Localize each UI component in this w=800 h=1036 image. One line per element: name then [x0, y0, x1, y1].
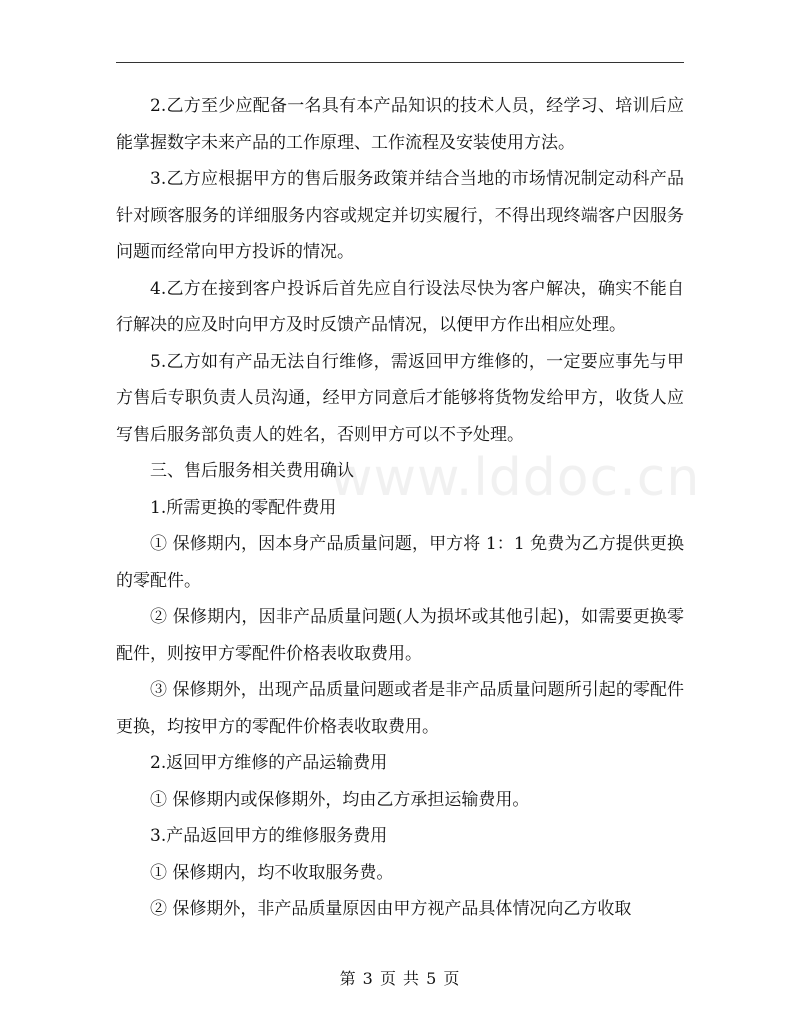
subheading-service-fees: 3.产品返回甲方的维修服务费用 — [150, 826, 388, 846]
paragraph-3: 3.乙方应根据甲方的售后服务政策并结合当地的市场情况制定动科产品针对顾客服务的详细服务内容或规定并切实履行，不得出现终端客户因服务问题而经常向甲方投诉的情况。 — [116, 169, 684, 262]
item-service-in-warranty: ① 保修期内，均不收取服务费。 — [150, 862, 394, 883]
paragraph-5: 5.乙方如有产品无法自行维修，需返回甲方维修的，一定要应事先与甲方售后专职负责人员沟通，经甲方同意后才能够将货物发给甲方，收货人应写售后服务部负责人的姓名，否则甲方可以不予处理。 — [116, 351, 684, 445]
item-parts-out-of-warranty: ③ 保修期外，出现产品质量问题或者是非产品质量问题所引起的零配件更换，均按甲方的零配件价格表收取费用。 — [116, 680, 684, 737]
watermark: www.lddoc.cn — [330, 448, 701, 508]
paragraph-2: 2.乙方至少应配备一名具有本产品知识的技术人员，经学习、培训后应能掌握数字未来产品的工作原理、工作流程及安装使用方法。 — [116, 96, 684, 153]
subheading-parts-fees: 1.所需更换的零配件费用 — [150, 497, 337, 518]
item-parts-non-quality: ② 保修期内，因非产品质量问题(人为损坏或其他引起)，如需要更换零配件，则按甲方零配件价格表收取费用。 — [116, 607, 684, 664]
item-service-out-of-warranty: ② 保修期外，非产品质量原因由甲方视产品具体情况向乙方收取 — [150, 899, 632, 919]
header-rule — [116, 62, 684, 63]
subheading-transport-fees: 2.返回甲方维修的产品运输费用 — [150, 753, 388, 773]
page-number: 第 3 页 共 5 页 — [339, 969, 461, 988]
paragraph-4: 4.乙方在接到客户投诉后首先应自行设法尽快为客户解决，确实不能自行解决的应及时向甲方及时反馈产品情况，以便甲方作出相应处理。 — [116, 278, 684, 335]
document-body — [116, 88, 684, 928]
item-parts-in-warranty: ① 保修期内，因本身产品质量问题，甲方将 1：1 免费为乙方提供更换的零配件。 — [116, 534, 684, 591]
item-transport: ① 保修期内或保修期外，均由乙方承担运输费用。 — [150, 789, 530, 810]
section-heading-fees: 三、售后服务相关费用确认 — [150, 461, 354, 481]
